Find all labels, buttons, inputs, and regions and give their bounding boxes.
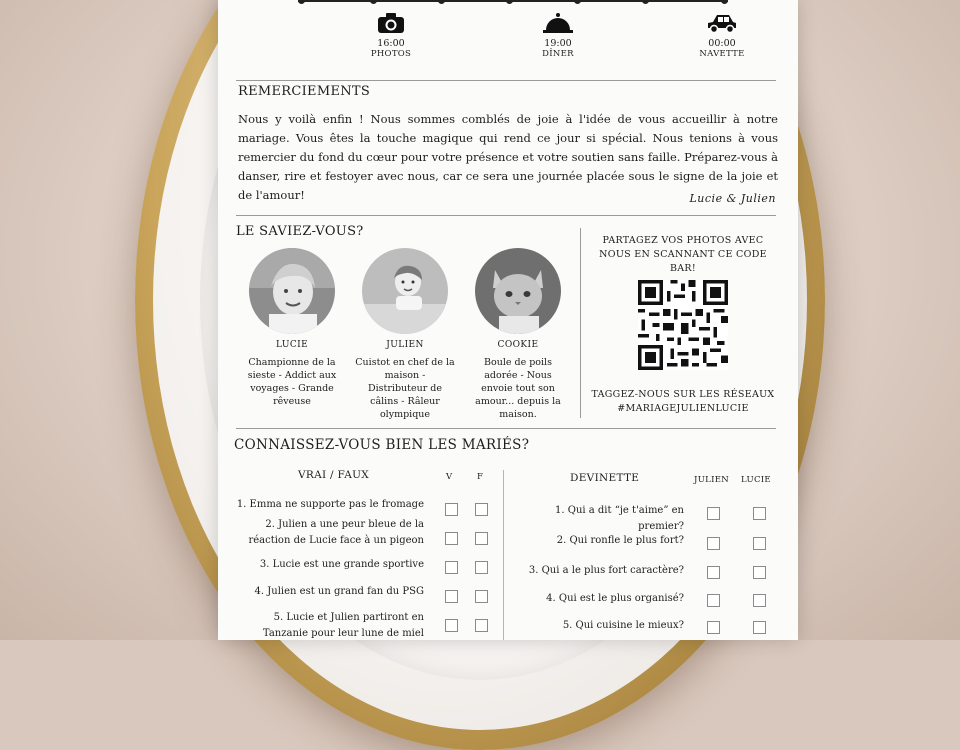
- timeline-line: [298, 0, 728, 2]
- false-checkbox[interactable]: [475, 619, 488, 632]
- timeline-time: 00:00: [708, 38, 736, 49]
- true-checkbox[interactable]: [445, 619, 458, 632]
- qr-code[interactable]: [638, 280, 728, 370]
- true-column-header: V: [446, 472, 453, 482]
- timeline-time: 16:00: [377, 38, 405, 49]
- cloche-icon: [542, 12, 574, 34]
- timeline-dot: [721, 0, 728, 4]
- lucie-column-header: LUCIE: [741, 475, 771, 485]
- timeline-dot: [438, 0, 445, 4]
- thanks-title: REMERCIEMENTS: [238, 84, 371, 99]
- true-checkbox[interactable]: [445, 532, 458, 545]
- car-icon: [705, 12, 739, 34]
- timeline-dot: [506, 0, 513, 4]
- wedding-program-card: [218, 0, 798, 640]
- timeline-label: DÎNER: [542, 49, 574, 59]
- false-checkbox[interactable]: [475, 561, 488, 574]
- true-false-question: 2. Julien a une peur bleue de la réaction de Lucie face à un pigeon: [248, 519, 424, 546]
- julien-photo: [362, 248, 448, 334]
- divider: [236, 215, 776, 216]
- person-description: Championne de la sieste - Addict aux voyages - Grande rêveuse: [247, 357, 337, 407]
- timeline-dot: [574, 0, 581, 4]
- person-name: JULIEN: [386, 340, 424, 350]
- julien-checkbox[interactable]: [707, 594, 720, 607]
- true-checkbox[interactable]: [445, 503, 458, 516]
- share-photos-footer: [588, 388, 778, 416]
- riddle-question: 3. Qui a le plus fort caractère?: [528, 565, 684, 576]
- timeline-dot: [298, 0, 305, 4]
- false-checkbox[interactable]: [475, 532, 488, 545]
- julien-checkbox[interactable]: [707, 507, 720, 520]
- timeline-label: PHOTOS: [370, 49, 412, 59]
- riddle-question: 2. Qui ronfle le plus fort?: [556, 535, 684, 546]
- true-false-question: 5. Lucie et Julien partiront en Tanzanie pour leur lune de miel: [262, 612, 424, 639]
- true-checkbox[interactable]: [445, 561, 458, 574]
- timeline-dot: [370, 0, 377, 4]
- true-false-question: 3. Lucie est une grande sportive: [259, 559, 424, 570]
- julien-column-header: JULIEN: [694, 475, 730, 485]
- camera-icon: [376, 12, 406, 34]
- riddle-header: DEVINETTE: [570, 472, 640, 484]
- lucie-checkbox[interactable]: [753, 566, 766, 579]
- timeline-label: NAVETTE: [699, 49, 745, 59]
- person-card-julien: [355, 248, 455, 421]
- hashtag: #MARIAGEJULIENLUCIE: [617, 403, 749, 414]
- cookie-photo: [475, 248, 561, 334]
- timeline-dot: [642, 0, 649, 4]
- riddle-question: 4. Qui est le plus organisé?: [546, 593, 684, 604]
- timeline-item-diner: [513, 12, 603, 60]
- signature: Lucie & Julien: [689, 192, 776, 205]
- false-checkbox[interactable]: [475, 503, 488, 516]
- timeline: [298, 0, 728, 4]
- social-tag-line: TAGGEZ-NOUS SUR LES RÉSEAUX: [591, 389, 775, 400]
- julien-checkbox[interactable]: [707, 566, 720, 579]
- lucie-checkbox[interactable]: [753, 537, 766, 550]
- riddle-question: 1. Qui a dit “je t'aime” en premier?: [555, 505, 684, 532]
- share-photos-title: PARTAGEZ VOS PHOTOS AVEC NOUS EN SCANNANT CE CODE BAR!: [599, 235, 767, 274]
- true-false-question: 4. Julien est un grand fan du PSG: [254, 586, 424, 597]
- riddle-question: 5. Qui cuisine le mieux?: [562, 620, 684, 631]
- did-you-know-title: LE SAVIEZ-VOUS?: [236, 224, 364, 239]
- timeline-time: 19:00: [544, 38, 572, 49]
- julien-checkbox[interactable]: [707, 537, 720, 550]
- julien-checkbox[interactable]: [707, 621, 720, 634]
- person-card-lucie: [242, 248, 342, 408]
- person-card-cookie: [468, 248, 568, 421]
- quiz-column-divider: [503, 470, 504, 640]
- false-checkbox[interactable]: [475, 590, 488, 603]
- lucie-checkbox[interactable]: [753, 594, 766, 607]
- lucie-checkbox[interactable]: [753, 621, 766, 634]
- section-divider: [580, 228, 581, 418]
- true-checkbox[interactable]: [445, 590, 458, 603]
- timeline-item-navette: [677, 12, 767, 60]
- false-column-header: F: [477, 472, 484, 482]
- person-description: Cuistot en chef de la maison - Distributeur de câlins - Râleur olympique: [355, 357, 455, 420]
- true-false-header: VRAI / FAUX: [298, 469, 370, 481]
- thanks-body: Nous y voilà enfin ! Nous sommes comblés de joie à l'idée de vous accueillir à notre mariage. Vous êtes la touche magique qui rend ce jour si spécial. Nous tenions à vous remercier du fond du cœur pour votre présence et votre soutien sans faille. Préparez-vous à danser, rire et festoyer avec nous, car ce sera une journée placée sous le signe de la joie et de l'amour!: [238, 112, 778, 202]
- person-name: COOKIE: [497, 340, 539, 350]
- quiz-title: CONNAISSEZ-VOUS BIEN LES MARIÉS?: [234, 437, 530, 453]
- person-description: Boule de poils adorée - Nous envoie tout son amour... depuis la maison.: [475, 357, 561, 420]
- true-false-question: 1. Emma ne supporte pas le fromage: [236, 499, 424, 510]
- lucie-checkbox[interactable]: [753, 507, 766, 520]
- lucie-photo: [249, 248, 335, 334]
- divider: [236, 80, 776, 81]
- timeline-item-photos: [346, 12, 436, 60]
- divider: [236, 428, 776, 429]
- person-name: LUCIE: [275, 340, 309, 350]
